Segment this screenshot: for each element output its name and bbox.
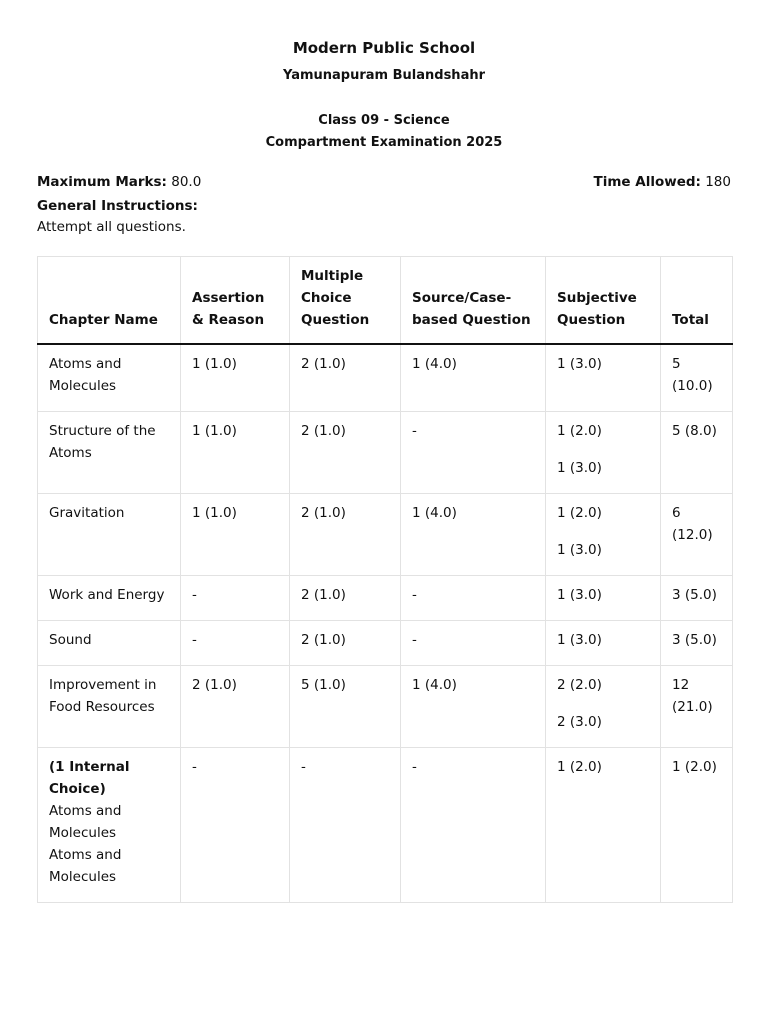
cell-mcq: 2 (1.0) bbox=[290, 621, 401, 666]
time-allowed-label: Time Allowed: bbox=[593, 174, 701, 190]
school-name: Modern Public School bbox=[292, 39, 476, 57]
max-marks-label: Maximum Marks: bbox=[37, 174, 167, 190]
cell-source: - bbox=[401, 621, 546, 666]
table-row bbox=[38, 621, 733, 666]
general-instructions-label: General Instructions: bbox=[37, 198, 198, 214]
cell-subjective bbox=[546, 621, 661, 666]
blueprint-table bbox=[37, 256, 733, 903]
cell-source: - bbox=[401, 748, 546, 903]
cell-subjective bbox=[546, 344, 661, 412]
subjective-entry: 1 (3.0) bbox=[557, 542, 602, 558]
table-row bbox=[38, 666, 733, 748]
cell-mcq: 2 (1.0) bbox=[290, 494, 401, 576]
cell-total: 6 (12.0) bbox=[661, 494, 733, 576]
table-body bbox=[38, 344, 733, 903]
cell-mcq: 2 (1.0) bbox=[290, 412, 401, 494]
header-subjective: Subjective Question bbox=[546, 257, 661, 345]
cell-total: 1 (2.0) bbox=[661, 748, 733, 903]
subjective-entry: 1 (3.0) bbox=[557, 460, 602, 476]
subjective-entry: 2 (3.0) bbox=[557, 714, 602, 730]
cell-total: 5 (8.0) bbox=[661, 412, 733, 494]
time-allowed bbox=[593, 174, 731, 190]
internal-choice-chapter: Atoms and Molecules bbox=[49, 803, 122, 841]
table-header-row bbox=[38, 257, 733, 345]
cell-assertion: 2 (1.0) bbox=[181, 666, 290, 748]
header-total: Total bbox=[661, 257, 733, 345]
cell-mcq: - bbox=[290, 748, 401, 903]
cell-total: 3 (5.0) bbox=[661, 621, 733, 666]
cell-subjective bbox=[546, 412, 661, 494]
max-marks-value: 80.0 bbox=[171, 174, 202, 190]
cell-mcq: 2 (1.0) bbox=[290, 344, 401, 412]
cell-total: 3 (5.0) bbox=[661, 576, 733, 621]
cell-chapter: Structure of the Atoms bbox=[38, 412, 181, 494]
class-subject: Class 09 - Science bbox=[318, 113, 450, 128]
max-marks bbox=[37, 174, 201, 190]
internal-choice-chapter: Atoms and Molecules bbox=[49, 847, 122, 885]
cell-assertion: - bbox=[181, 748, 290, 903]
cell-subjective bbox=[546, 748, 661, 903]
cell-assertion: 1 (1.0) bbox=[181, 344, 290, 412]
cell-chapter: Sound bbox=[38, 621, 181, 666]
general-instructions-text: Attempt all questions. bbox=[37, 219, 186, 235]
internal-choice-row bbox=[38, 748, 733, 903]
subjective-entry: 1 (3.0) bbox=[557, 356, 602, 372]
cell-chapter: Gravitation bbox=[38, 494, 181, 576]
cell-subjective bbox=[546, 494, 661, 576]
subjective-entry: 2 (2.0) bbox=[557, 677, 602, 693]
cell-source: 1 (4.0) bbox=[401, 344, 546, 412]
cell-mcq: 5 (1.0) bbox=[290, 666, 401, 748]
cell-source: 1 (4.0) bbox=[401, 494, 546, 576]
cell-chapter bbox=[38, 748, 181, 903]
cell-mcq: 2 (1.0) bbox=[290, 576, 401, 621]
cell-assertion: - bbox=[181, 621, 290, 666]
header-chapter: Chapter Name bbox=[38, 257, 181, 345]
cell-source: - bbox=[401, 576, 546, 621]
table-row bbox=[38, 494, 733, 576]
exam-title: Compartment Examination 2025 bbox=[265, 135, 503, 150]
cell-source: 1 (4.0) bbox=[401, 666, 546, 748]
header-source: Source/Case-based Question bbox=[401, 257, 546, 345]
subjective-entry: 1 (2.0) bbox=[557, 423, 602, 439]
cell-assertion: 1 (1.0) bbox=[181, 412, 290, 494]
table-row bbox=[38, 344, 733, 412]
cell-total: 12 (21.0) bbox=[661, 666, 733, 748]
table-row bbox=[38, 576, 733, 621]
cell-subjective bbox=[546, 576, 661, 621]
subjective-entry: 1 (2.0) bbox=[557, 759, 602, 775]
cell-assertion: 1 (1.0) bbox=[181, 494, 290, 576]
cell-chapter: Atoms and Molecules bbox=[38, 344, 181, 412]
cell-chapter: Improvement in Food Resources bbox=[38, 666, 181, 748]
cell-source: - bbox=[401, 412, 546, 494]
table-row bbox=[38, 412, 733, 494]
cell-subjective bbox=[546, 666, 661, 748]
subjective-entry: 1 (3.0) bbox=[557, 587, 602, 603]
internal-choice-label: (1 Internal Choice) bbox=[49, 759, 130, 797]
cell-assertion: - bbox=[181, 576, 290, 621]
subjective-entry: 1 (2.0) bbox=[557, 505, 602, 521]
cell-chapter: Work and Energy bbox=[38, 576, 181, 621]
cell-total: 5 (10.0) bbox=[661, 344, 733, 412]
school-address: Yamunapuram Bulandshahr bbox=[282, 68, 486, 83]
header-assertion: Assertion & Reason bbox=[181, 257, 290, 345]
subjective-entry: 1 (3.0) bbox=[557, 632, 602, 648]
header-mcq: Multiple Choice Question bbox=[290, 257, 401, 345]
time-allowed-value: 180 bbox=[705, 174, 731, 190]
